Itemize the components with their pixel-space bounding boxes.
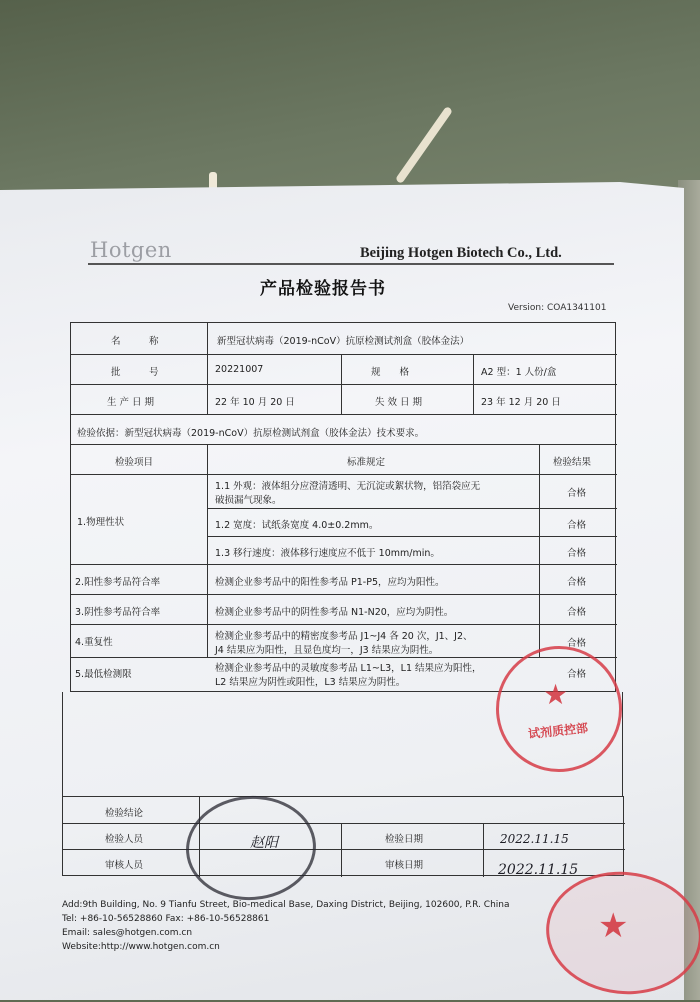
header-standard: 标准规定 [347, 457, 386, 468]
row-standard-line2: J4 结果应为阳性，且显色度均一，J3 结果应为阴性。 [215, 645, 439, 656]
col-divider [207, 323, 208, 414]
inspector-signature: 赵阳 [250, 835, 278, 851]
spec-label: 规 格 [371, 367, 410, 378]
row-standard: 检测企业参考品中的阴性参考品 N1-N20，应均为阴性。 [215, 607, 454, 618]
header-divider [88, 263, 614, 265]
row-item: 5.最低检测限 [75, 669, 132, 680]
row-divider [71, 474, 617, 475]
footer-phone: Tel: +86-10-56528860 Fax: +86-10-56528861 [62, 914, 270, 924]
hotgen-logo: Hotgen [90, 238, 172, 262]
background-wall [0, 0, 700, 200]
physical-std-3: 1.3 移行速度：液体移行速度应不低于 10mm/min。 [215, 548, 440, 559]
exp-date-value: 23 年 12 月 20 日 [481, 397, 561, 408]
row-standard: 检测企业参考品中的精密度参考品 J1~J4 各 20 次，J1、J2、 [215, 631, 473, 642]
col-divider [483, 823, 484, 877]
row-item: 4.重复性 [75, 637, 113, 648]
exp-date-label: 失 效 日 期 [375, 397, 423, 408]
row-divider [71, 384, 617, 385]
physical-result-3: 合格 [567, 548, 587, 559]
physical-std-2: 1.2 宽度：试纸条宽度 4.0±0.2mm。 [215, 520, 379, 531]
row-item: 3.阴性参考品符合率 [75, 607, 161, 618]
header-item: 检验项目 [115, 457, 154, 468]
version-number: Version: COA1341101 [508, 303, 607, 313]
physical-std-1b: 破损漏气现象。 [215, 495, 282, 506]
conclusion-label: 检验结论 [105, 808, 144, 819]
row-divider [63, 823, 625, 824]
col-divider [207, 444, 208, 657]
row-divider [71, 564, 617, 565]
row-result: 合格 [567, 638, 587, 649]
physical-result-2: 合格 [567, 520, 587, 531]
row-standard-line2: L2 结果应为阴性或阳性，L3 结果应为阴性。 [215, 677, 406, 688]
row-divider [71, 414, 617, 415]
seal-star-icon: ★ [598, 906, 629, 946]
row-divider [63, 849, 625, 850]
batch-label: 批 号 [111, 367, 159, 378]
review-date-label: 审核日期 [385, 860, 424, 871]
footer-website: Website:http://www.hotgen.com.cn [62, 942, 220, 952]
batch-value: 20221007 [215, 364, 264, 375]
frame-line [62, 692, 63, 796]
review-date-handwritten: 2022.11.15 [498, 862, 579, 878]
physical-result-1: 合格 [567, 488, 587, 499]
col-divider [539, 444, 540, 657]
spec-value: A2 型：1 人份/盒 [481, 367, 557, 378]
footer-email: Email: sales@hotgen.com.cn [62, 928, 193, 938]
inspect-date-handwritten: 2022.11.15 [500, 832, 569, 846]
mfg-date-value: 22 年 10 月 20 日 [215, 397, 295, 408]
report-title: 产品检验报告书 [260, 279, 386, 299]
inspection-table [70, 322, 616, 692]
row-divider [71, 444, 617, 445]
row-divider [71, 624, 617, 625]
row-divider [71, 354, 617, 355]
inspector-label: 检验人员 [105, 834, 144, 845]
row-divider [207, 536, 617, 537]
row-divider [207, 508, 617, 509]
name-label: 名 称 [111, 336, 159, 347]
physical-std-1a: 1.1 外观：液体组分应澄清透明、无沉淀或絮状物，铝箔袋应无 [215, 481, 481, 492]
physical-item: 1.物理性状 [77, 517, 125, 528]
header-result: 检验结果 [553, 457, 592, 468]
col-divider [341, 823, 342, 877]
row-item: 2.阳性参考品符合率 [75, 577, 161, 588]
row-standard: 检测企业参考品中的灵敏度参考品 L1~L3，L1 结果应为阳性， [215, 663, 482, 674]
qc-stamp-label: 试剂质控部 [527, 720, 589, 742]
row-standard: 检测企业参考品中的阳性参考品 P1-P5，应均为阳性。 [215, 577, 445, 588]
row-divider [71, 594, 617, 595]
stamp-star-icon: ★ [543, 678, 569, 711]
row-result: 合格 [567, 607, 587, 618]
name-value: 新型冠状病毒（2019-nCoV）抗原检测试剂盒（胶体金法） [217, 336, 470, 347]
company-name: Beijing Hotgen Biotech Co., Ltd. [360, 245, 562, 261]
row-result: 合格 [567, 669, 587, 680]
row-result: 合格 [567, 577, 587, 588]
mfg-date-label: 生 产 日 期 [107, 397, 155, 408]
inspect-date-label: 检验日期 [385, 834, 424, 845]
col-divider [341, 354, 342, 414]
inspection-basis: 检验依据：新型冠状病毒（2019-nCoV）抗原检测试剂盒（胶体金法）技术要求。 [77, 428, 425, 439]
frame-line [622, 692, 623, 796]
footer-address: Add:9th Building, No. 9 Tianfu Street, Bio-medical Base, Daxing District, Beijing, 102600, P.R. China [62, 900, 510, 910]
reviewer-label: 审核人员 [105, 860, 144, 871]
col-divider [473, 354, 474, 414]
